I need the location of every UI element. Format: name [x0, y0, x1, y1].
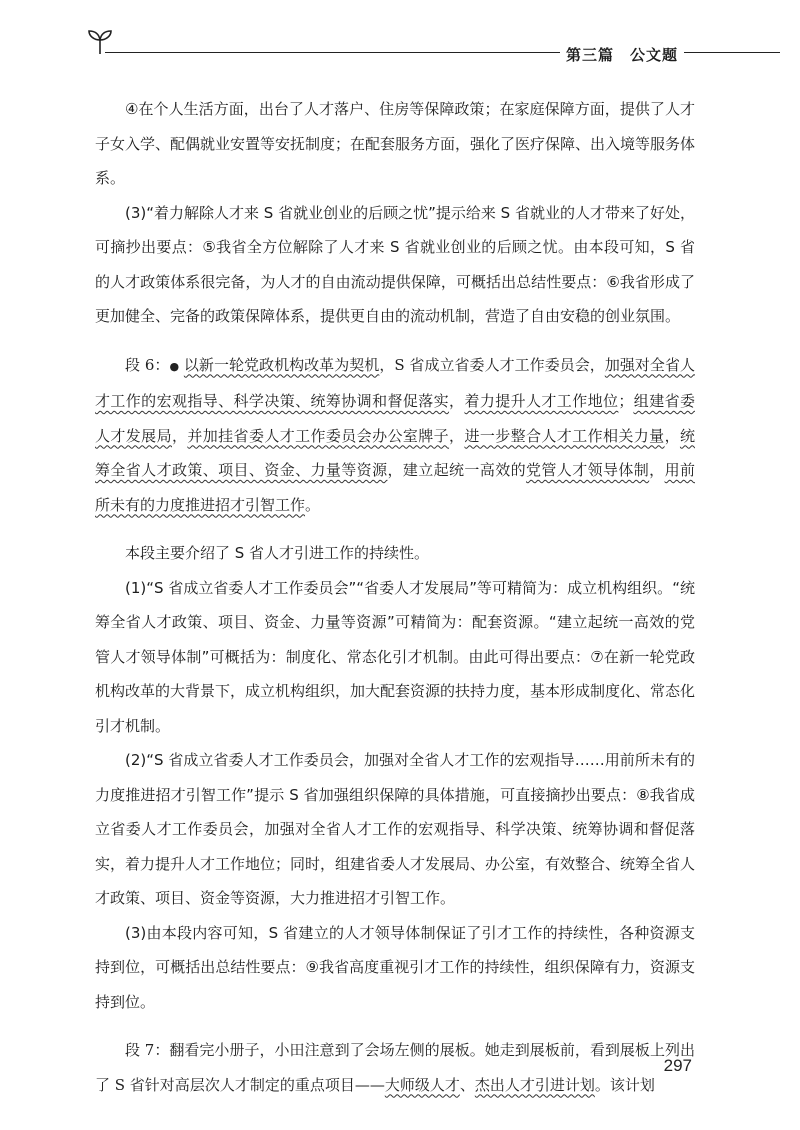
text-span: ，建立起统一高效的 [387, 461, 527, 479]
text-span: ， [171, 426, 188, 445]
highlight-phrase: 大师级人才 [384, 1075, 460, 1094]
section-title: 第三篇 公文题 [560, 44, 684, 65]
page-body [95, 92, 695, 1116]
paragraph-point-1: (1)“S 省成立省委人才工作委员会”“省委人才发展局”等可精简为：成立机构组织。“统筹全省人才政策、项目、资金、力量等资源”可精简为：配套资源。“建立起统一高效的党管人才领导体制”可概括为：制度化、常态化引才机制。由此可得出要点：⑦在新一轮党政机构改革的大背景下，成立机构组织，加大配套资源的扶持力度，基本形成制度化、常态化引才机制。 [95, 578, 696, 735]
text-span: 。该计划 [594, 1075, 655, 1094]
sprout-icon [84, 26, 116, 58]
paragraph-point-3b: (3)由本段内容可知，S 省建立的人才领导体制保证了引才工作的持续性，各种资源支持到位，可概括出总结性要点：⑨我省高度重视引才工作的持续性，组织保障有力，资源支持到位。 [95, 923, 695, 1011]
paragraph-point-3: (3)“着力解除人才来 S 省就业创业的后顾之忧”提示给来 S 省就业的人才带来了好处，可摘抄出要点：⑤我省全方位解除了人才来 S 省就业创业的后顾之忧。由本段可知，S 省的人才政策体系很完备，为人才的自由流动提供保障，可概括出总结性要点：⑥我省形成了更加健全、完备的政策保障体系，提供更自由的流动机制，营造了自由安稳的创业氛围。 [95, 203, 695, 325]
highlight-phrase: 并加挂省委人才工作委员会办公室牌子 [187, 426, 450, 445]
highlight-phrase: 进一步整合人才工作相关力量 [464, 426, 665, 445]
text-span: ， [664, 426, 680, 445]
highlight-phrase: 党管人才领导体制 [526, 461, 650, 479]
text-span: ， [449, 426, 465, 445]
paragraph-point-2: (2)“S 省成立省委人才工作委员会，加强对全省人才工作的宏观指导……用前所未有的力度推进招才引智工作”提示 S 省加强组织保障的具体措施，可直接摘抄出要点：⑧我省成立省委人才工作委员会，加强对全省人才工作的宏观指导、科学决策、统筹协调和督促落实，着力提升人才工作地位；同时，组建省委人才发展局、办公室，有效整合、统筹全省人才政策、项目、资金等资源，大力推进招才引智工作。 [95, 751, 696, 907]
text-span: ，S 省成立省委人才工作委员会， [379, 355, 605, 374]
paragraph-policy-summary: ④在个人生活方面，出台了人才落户、住房等保障政策；在家庭保障方面，提供了人才子女入学、配偶就业安置等安抚制度；在配套服务方面，强化了医疗保障、出入境等服务体系。 [95, 100, 696, 187]
text-span: 。 [305, 495, 321, 514]
highlight-phrase: 着力提升人才工作地位 [464, 392, 619, 410]
text-span: 、 [459, 1075, 475, 1094]
text-span: ， [449, 392, 465, 410]
paragraph-intro: 本段主要介绍了 S 省人才引进工作的持续性。 [125, 544, 430, 562]
page-number: 297 [663, 1056, 692, 1075]
highlight-phrase: 杰出人才引进计划 [474, 1075, 595, 1094]
highlight-phrase: 以新一轮党政机构改革为契机 [183, 355, 380, 374]
highlight-phrase: 加强对全省人才工作的宏观指导、科学决策、统筹协调和督促落实 [95, 355, 695, 410]
highlight-phrase: 组建省委人才发展局 [95, 392, 695, 445]
text-span: ； [618, 392, 634, 410]
bullet-mark-icon: ● [169, 359, 180, 373]
text-span: ， [649, 461, 665, 479]
highlight-phrase: 用前所未有的力度推进招才引智工作 [95, 461, 695, 514]
highlight-phrase: 统筹全省人才政策、项目、资金、力量等资源 [95, 426, 695, 479]
quoted-paragraph-7 [95, 1033, 695, 1102]
quoted-paragraph-6 [95, 348, 695, 523]
paragraph-label: 段 6： [125, 355, 170, 374]
text-span: 段 7：翻看完小册子，小田注意到了会场左侧的展板。她走到展板前，看到展板上列出了 S 省针对高层次人才制定的重点项目—— [95, 1041, 695, 1094]
